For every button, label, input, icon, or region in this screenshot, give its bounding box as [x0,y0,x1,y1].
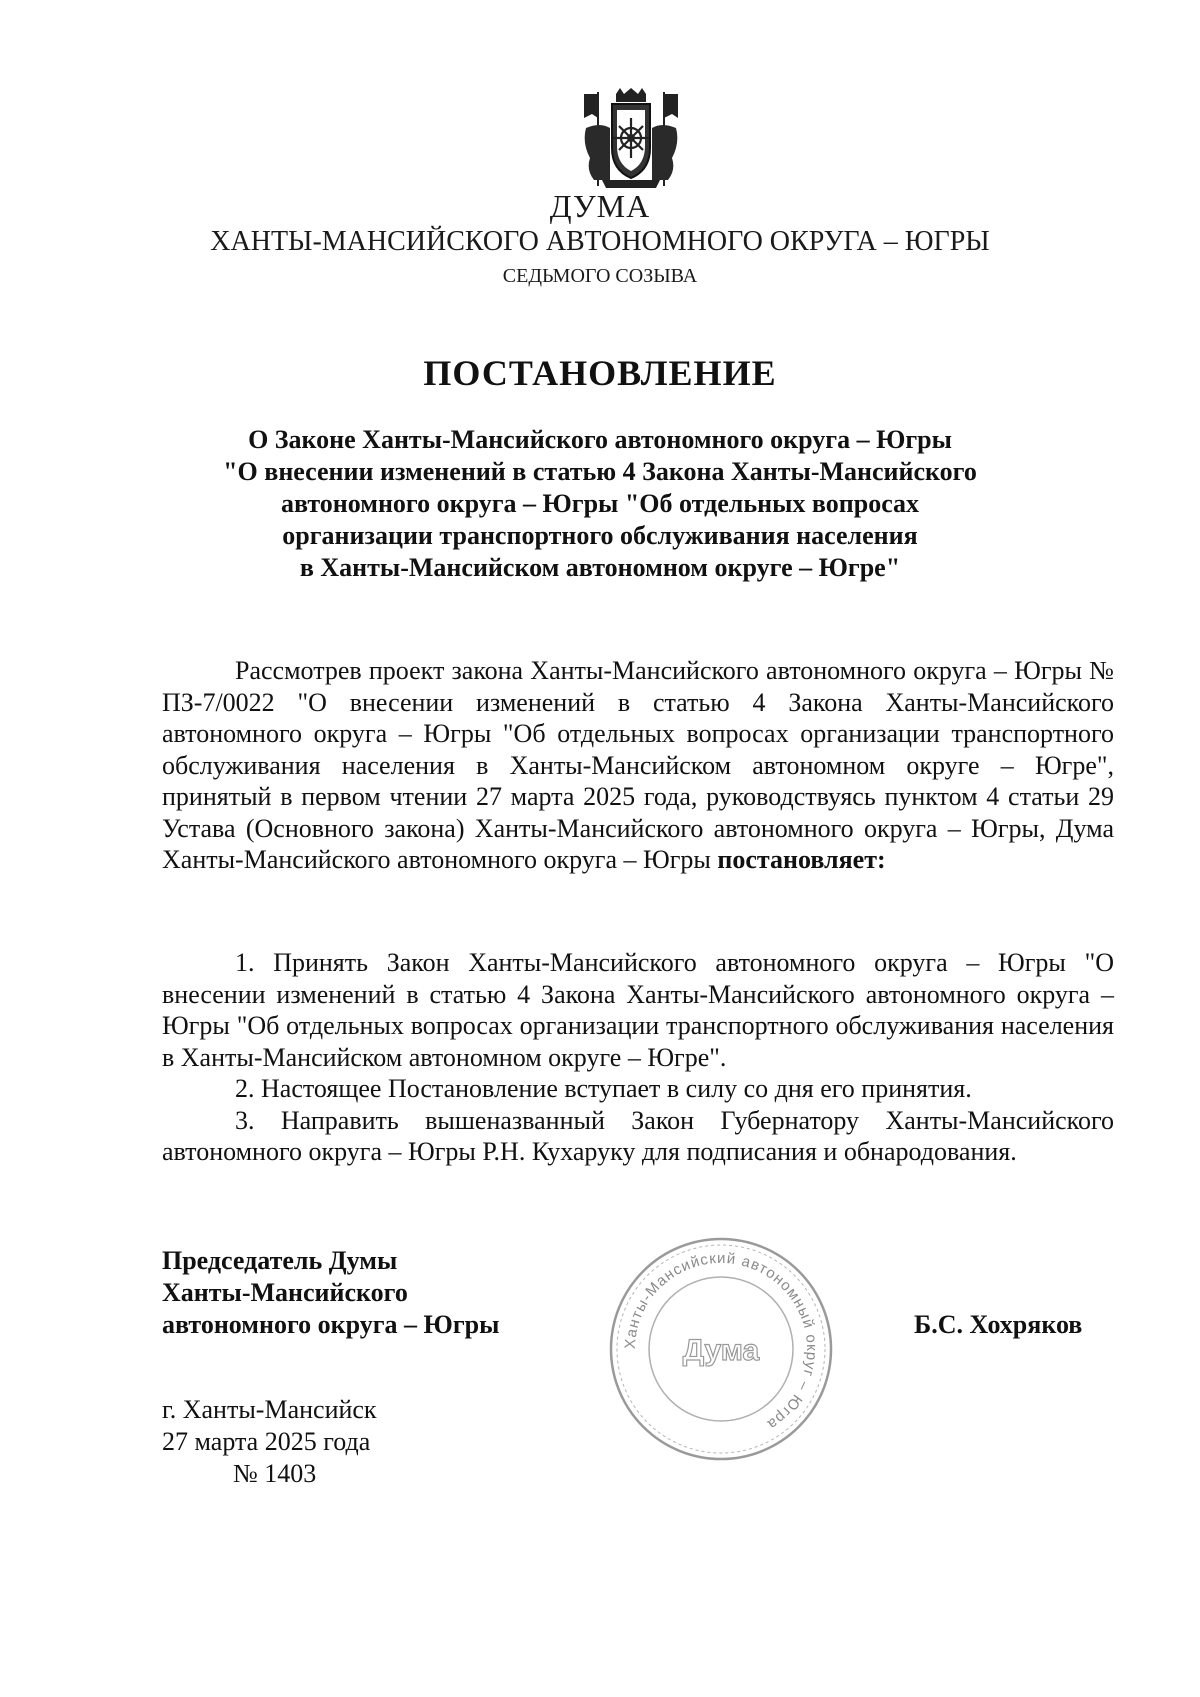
signer-name: Б.С. Хохряков [914,1310,1083,1339]
seal-center-text: Дума [682,1334,760,1367]
subject-line: О Законе Ханты-Мансийского автономного округа – Югры [248,425,952,454]
official-seal [608,1236,834,1462]
document-type: ПОСТАНОВЛЕНИЕ [423,353,777,393]
signer-title-line: Ханты-Мансийского [162,1278,408,1307]
document-subject [200,424,1000,584]
convocation-title: СЕДЬМОГО СОЗЫВА [502,265,698,287]
subject-line: автономного округа – Югры "Об отдельных вопросах [280,489,920,518]
subject-line: организации транспортного обслуживания населения [282,521,918,550]
signer-title-line: Председатель Думы [162,1246,398,1275]
coat-of-arms-icon [580,88,682,192]
document-number: № 1403 [233,1459,317,1488]
place-date-block [162,1394,377,1490]
okrug-title: ХАНТЫ-МАНСИЙСКОГО АВТОНОМНОГО ОКРУГА – ЮГРЫ [210,226,990,257]
resolves-word: постановляет: [717,845,886,874]
subject-line: в Ханты-Мансийском автономном округе – Югре" [299,553,901,582]
signer-title [162,1245,499,1341]
resolution-item: 1. Принять Закон Ханты-Мансийского автономного округа – Югры "О внесении изменений в статью 4 Закона Ханты-Мансийского автономного округа – Югры "Об отдельных вопросах организации транспортного обслуживания населения в Ханты-Мансийском автономном округе – Югре". [162,948,1114,1072]
seal-ring-text: Ханты-Мансийский автономный округ – Югра [621,1249,821,1434]
subject-line: "О внесении изменений в статью 4 Закона Ханты-Мансийского [223,457,977,486]
preamble-paragraph [162,655,1114,876]
resolution-items [162,947,1114,1168]
date: 27 марта 2025 года [162,1427,371,1456]
resolution-item: 3. Направить вышеназванный Закон Губернатору Ханты-Мансийского автономного округа – Югры Р.Н. Кухаруку для подписания и обнародования. [162,1105,1114,1166]
resolution-item: 2. Настоящее Постановление вступает в силу со дня его принятия. [235,1074,972,1103]
preamble-text: Рассмотрев проект закона Ханты-Мансийского автономного округа – Югры № ПЗ-7/0022 "О внесении изменений в статью 4 Закона Ханты-Мансийского автономного округа – Югры "Об отдельных вопросах организации транспортного обслуживания населения в Ханты-Мансийском автономном округе – Югре", принятый в первом чтении 27 марта 2025 года, руководствуясь пунктом 4 статьи 29 Устава (Основного закона) Ханты-Мансийского автономного округа – Югры, Дума Ханты-Мансийского автономного округа – Югры [162,656,1114,874]
signer-title-line: автономного округа – Югры [162,1310,500,1339]
duma-title: ДУМА [549,188,651,224]
city: г. Ханты-Мансийск [162,1395,377,1424]
